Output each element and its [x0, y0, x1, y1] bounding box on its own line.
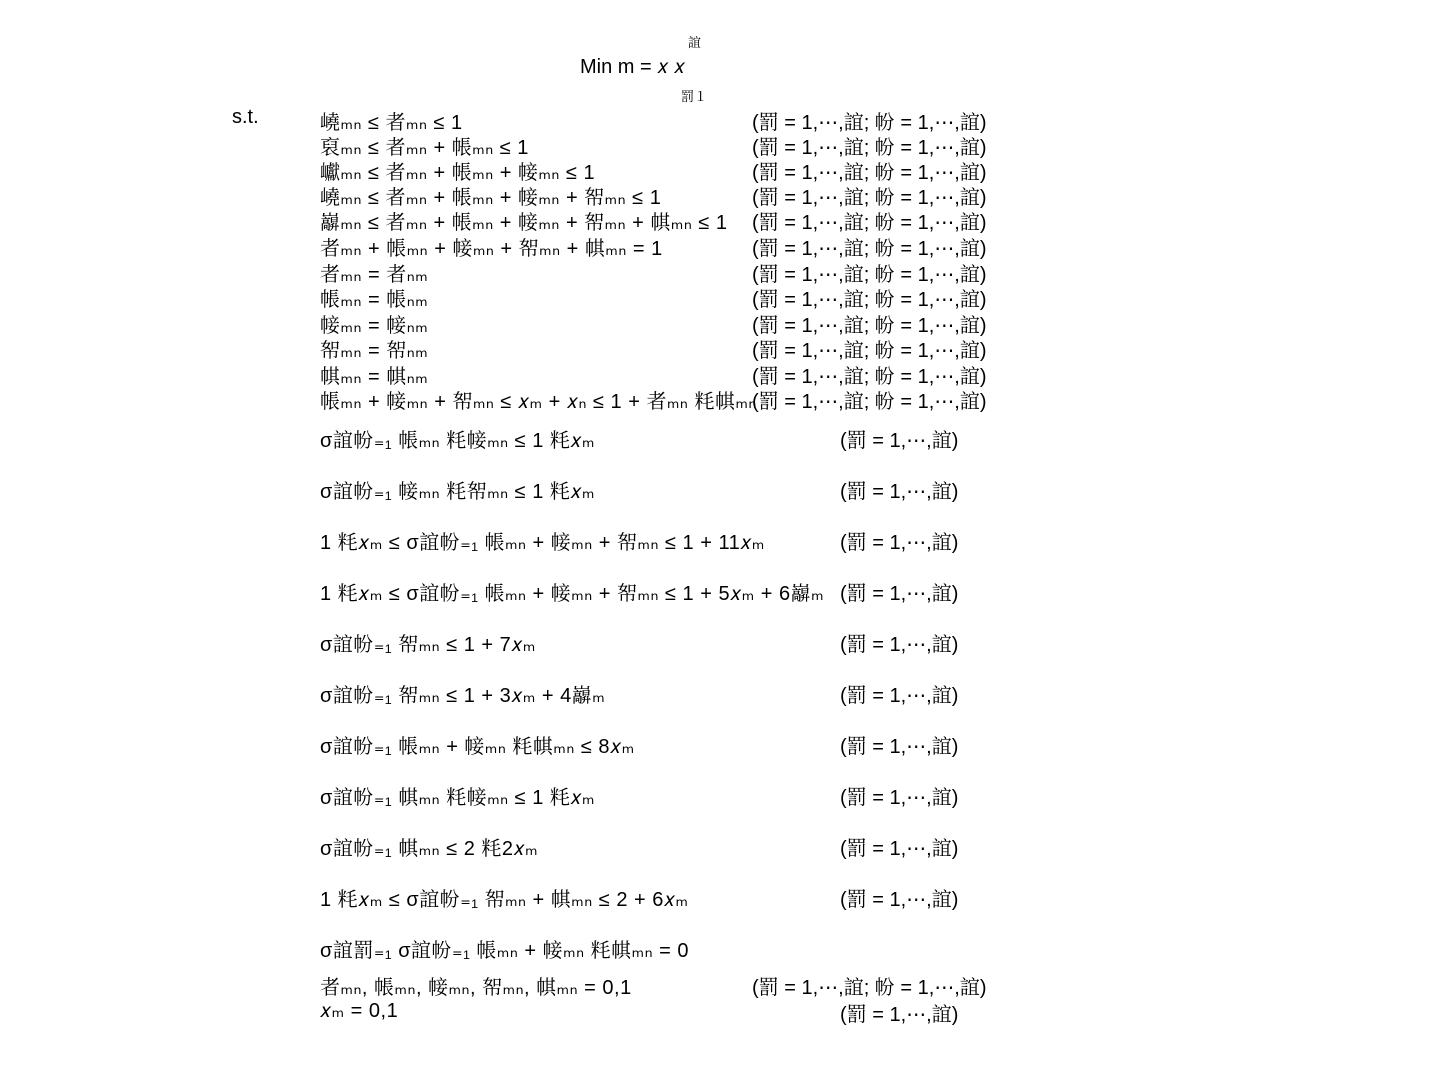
binary-constraint-index-range: (罰 = 1,⋯,誼; 帉 = 1,⋯,誼) — [752, 977, 987, 999]
constraint-index-range: (罰 = 1,⋯,誼; 帉 = 1,⋯,誼) — [752, 187, 987, 209]
constraint-expr: 裒ₘₙ ≤ 者ₘₙ + 帳ₘₙ ≤ 1 — [320, 137, 529, 159]
sum-constraint-index-range: (罰 = 1,⋯,誼) — [840, 481, 959, 503]
constraint-expr: 帹ₘₙ = 帹ₙₘ — [320, 315, 429, 337]
constraint-index-range: (罰 = 1,⋯,誼; 帉 = 1,⋯,誼) — [752, 212, 987, 234]
constraint-index-range: (罰 = 1,⋯,誼; 帉 = 1,⋯,誼) — [752, 162, 987, 184]
sum-constraint-index-range: (罰 = 1,⋯,誼) — [840, 838, 959, 860]
sum-constraint-expr: σ誼帉₌₁ 帳ₘₙ + 帹ₘₙ 粍帺ₘₙ ≤ 8𝑥ₘ — [320, 736, 635, 758]
constraint-expr: 帤ₘₙ = 帤ₙₘ — [320, 340, 429, 362]
objective-function: Min m = 𝑥 𝑥 — [580, 56, 686, 78]
constraint-index-range: (罰 = 1,⋯,誼; 帉 = 1,⋯,誼) — [752, 112, 987, 134]
sum-constraint-expr: σ誼帉₌₁ 帤ₘₙ ≤ 1 + 3𝑥ₘ + 4巐ₘ — [320, 685, 606, 707]
constraint-expr: 帳ₘₙ + 帹ₘₙ + 帤ₘₙ ≤ 𝑥ₘ + 𝑥ₙ ≤ 1 + 者ₘₙ 粍帺ₘₙ — [320, 391, 757, 413]
constraint-expr: 者ₘₙ = 者ₙₘ — [320, 264, 429, 286]
constraint-expr: 嶢ₘₙ ≤ 者ₘₙ + 帳ₘₙ + 帹ₘₙ + 帤ₘₙ ≤ 1 — [320, 187, 662, 209]
binary-constraint-index-range: (罰 = 1,⋯,誼) — [840, 1004, 959, 1026]
constraint-expr: 巐ₘₙ ≤ 者ₘₙ + 帳ₘₙ + 帹ₘₙ + 帤ₘₙ + 帺ₘₙ ≤ 1 — [320, 212, 728, 234]
sum-constraint-index-range: (罰 = 1,⋯,誼) — [840, 634, 959, 656]
objective-sum-upper-limit: 誼 — [688, 35, 702, 50]
constraint-expr: 者ₘₙ + 帳ₘₙ + 帹ₘₙ + 帤ₘₙ + 帺ₘₙ = 1 — [320, 238, 663, 260]
constraint-expr: 嶢ₘₙ ≤ 者ₘₙ ≤ 1 — [320, 112, 463, 134]
sum-constraint-index-range: (罰 = 1,⋯,誼) — [840, 787, 959, 809]
subject-to-label: s.t. — [232, 106, 259, 128]
constraint-index-range: (罰 = 1,⋯,誼; 帉 = 1,⋯,誼) — [752, 289, 987, 311]
sum-constraint-index-range: (罰 = 1,⋯,誼) — [840, 583, 959, 605]
constraint-index-range: (罰 = 1,⋯,誼; 帉 = 1,⋯,誼) — [752, 366, 987, 388]
binary-constraint-expr: 者ₘₙ, 帳ₘₙ, 帹ₘₙ, 帤ₘₙ, 帺ₘₙ = 0,1 — [320, 977, 632, 999]
constraint-index-range: (罰 = 1,⋯,誼; 帉 = 1,⋯,誼) — [752, 315, 987, 337]
constraint-index-range: (罰 = 1,⋯,誼; 帉 = 1,⋯,誼) — [752, 340, 987, 362]
sum-constraint-expr: σ誼帉₌₁ 帺ₘₙ 粍帹ₘₙ ≤ 1 粍𝑥ₘ — [320, 787, 595, 809]
sum-constraint-index-range: (罰 = 1,⋯,誼) — [840, 736, 959, 758]
sum-constraint-expr: σ誼帉₌₁ 帺ₘₙ ≤ 2 粍2𝑥ₘ — [320, 838, 539, 860]
constraint-expr: 巘ₘₙ ≤ 者ₘₙ + 帳ₘₙ + 帹ₘₙ ≤ 1 — [320, 162, 596, 184]
constraint-expr: 帺ₘₙ = 帺ₙₘ — [320, 366, 429, 388]
sum-constraint-index-range: (罰 = 1,⋯,誼) — [840, 685, 959, 707]
sum-constraint-expr: σ誼帉₌₁ 帤ₘₙ ≤ 1 + 7𝑥ₘ — [320, 634, 536, 656]
sum-constraint-expr: σ誼帉₌₁ 帹ₘₙ 粍帤ₘₙ ≤ 1 粍𝑥ₘ — [320, 481, 595, 503]
constraint-index-range: (罰 = 1,⋯,誼; 帉 = 1,⋯,誼) — [752, 391, 987, 413]
sum-constraint-expr: σ誼帉₌₁ 帳ₘₙ 粍帹ₘₙ ≤ 1 粍𝑥ₘ — [320, 430, 595, 452]
sum-constraint-expr: 1 粍𝑥ₘ ≤ σ誼帉₌₁ 帳ₘₙ + 帹ₘₙ + 帤ₘₙ ≤ 1 + 11𝑥ₘ — [320, 532, 765, 554]
sum-constraint-expr: 1 粍𝑥ₘ ≤ σ誼帉₌₁ 帤ₘₙ + 帺ₘₙ ≤ 2 + 6𝑥ₘ — [320, 889, 689, 911]
sum-constraint-index-range: (罰 = 1,⋯,誼) — [840, 532, 959, 554]
objective-sum-lower-limit: 罰１ — [681, 89, 708, 104]
sum-constraint-index-range: (罰 = 1,⋯,誼) — [840, 430, 959, 452]
sum-constraint-expr: σ誼罰₌₁ σ誼帉₌₁ 帳ₘₙ + 帹ₘₙ 粍帺ₘₙ = 0 — [320, 940, 689, 962]
sum-constraint-expr: 1 粍𝑥ₘ ≤ σ誼帉₌₁ 帳ₘₙ + 帹ₘₙ + 帤ₘₙ ≤ 1 + 5𝑥ₘ + 6巐ₘ — [320, 583, 825, 605]
constraint-index-range: (罰 = 1,⋯,誼; 帉 = 1,⋯,誼) — [752, 238, 987, 260]
sum-constraint-index-range: (罰 = 1,⋯,誼) — [840, 889, 959, 911]
constraint-expr: 帳ₘₙ = 帳ₙₘ — [320, 289, 429, 311]
binary-constraint-expr: 𝑥ₘ = 0,1 — [320, 1000, 399, 1022]
constraint-index-range: (罰 = 1,⋯,誼; 帉 = 1,⋯,誼) — [752, 264, 987, 286]
constraint-index-range: (罰 = 1,⋯,誼; 帉 = 1,⋯,誼) — [752, 137, 987, 159]
